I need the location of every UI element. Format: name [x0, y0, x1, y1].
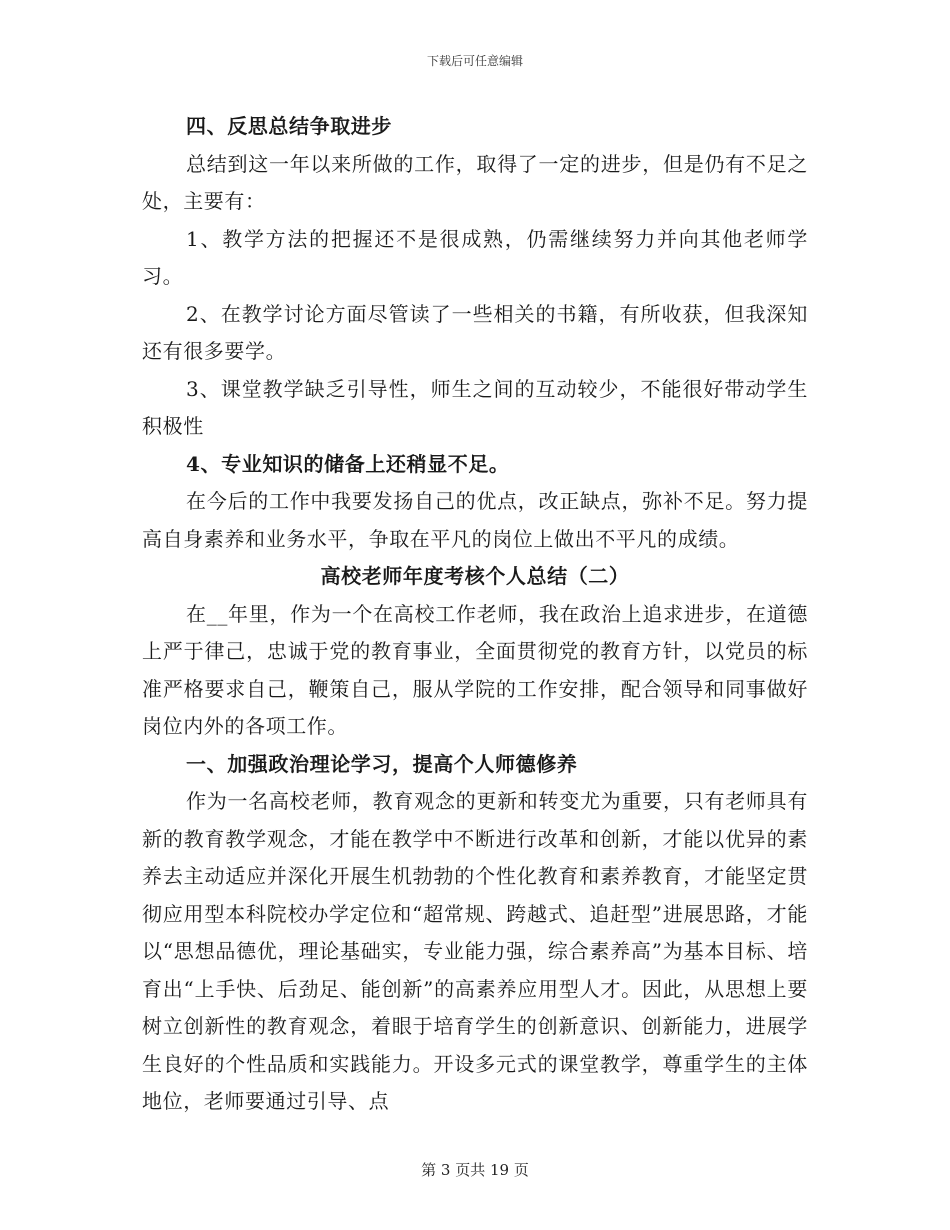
- list-item-4: 4、专业知识的储备上还稍显不足。: [186, 451, 510, 476]
- section-heading-1: 一、加强政治理论学习，提高个人师德修养: [186, 751, 578, 776]
- page-number: 第 3 页共 19 页: [421, 1161, 529, 1179]
- page-header: 下载后可任意编辑: [426, 54, 523, 68]
- section-heading-4: 四、反思总结争取进步: [186, 114, 392, 138]
- list-item-2: 2、在教学讨论方面尽管读了一些相关的书籍，有所收获，但我深知还有很多要学。: [142, 301, 808, 363]
- list-item-3: 3、课堂教学缺乏引导性，师生之间的互动较少，不能很好带动学生积极性: [142, 376, 808, 438]
- paragraph-summary-intro: 总结到这一年以来所做的工作，取得了一定的进步，但是仍有不足之处，主要有：: [142, 151, 808, 213]
- paragraph-future-plan: 在今后的工作中我要发扬自己的优点，改正缺点，弥补不足。努力提高自身素养和业务水平，争取在平凡的岗位上做出不平凡的成绩。: [142, 489, 808, 551]
- list-item-1: 1、教学方法的把握还不是很成熟，仍需继续努力并向其他老师学习。: [142, 226, 808, 288]
- paragraph-education-concept: 作为一名高校老师，教育观念的更新和转变尤为重要，只有老师具有新的教育教学观念，才能在教学中不断进行改革和创新，才能以优异的素养去主动适应并深化开展生机勃勃的个性化教育和素养教育，才能坚定贯彻应用型本科院校办学定位和“超常规、跨越式、追赶型”进展思路，才能以“思想品德优，理论基础实，专业能力强，综合素养高”为基本目标、培育出“上手快、后劲足、能创新”的高素养应用型人才。因此，从思想上要树立创新性的教育观念，着眼于培育学生的创新意识、创新能力，进展学生良好的个性品质和实践能力。开设多元式的课堂教学，尊重学生的主体地位，老师要通过引导、点: [142, 789, 808, 1113]
- document-title-part-2: 高校老师年度考核个人总结（二）: [320, 564, 630, 588]
- document-body: [142, 108, 808, 1121]
- paragraph-year-overview: 在__年里，作为一个在高校工作老师，我在政治上追求进步，在道德上严于律己，忠诚于党的教育事业，全面贯彻党的教育方针，以党员的标准严格要求自己，鞭策自己，服从学院的工作安排，配合领导和同事做好岗位内外的各项工作。: [142, 601, 808, 738]
